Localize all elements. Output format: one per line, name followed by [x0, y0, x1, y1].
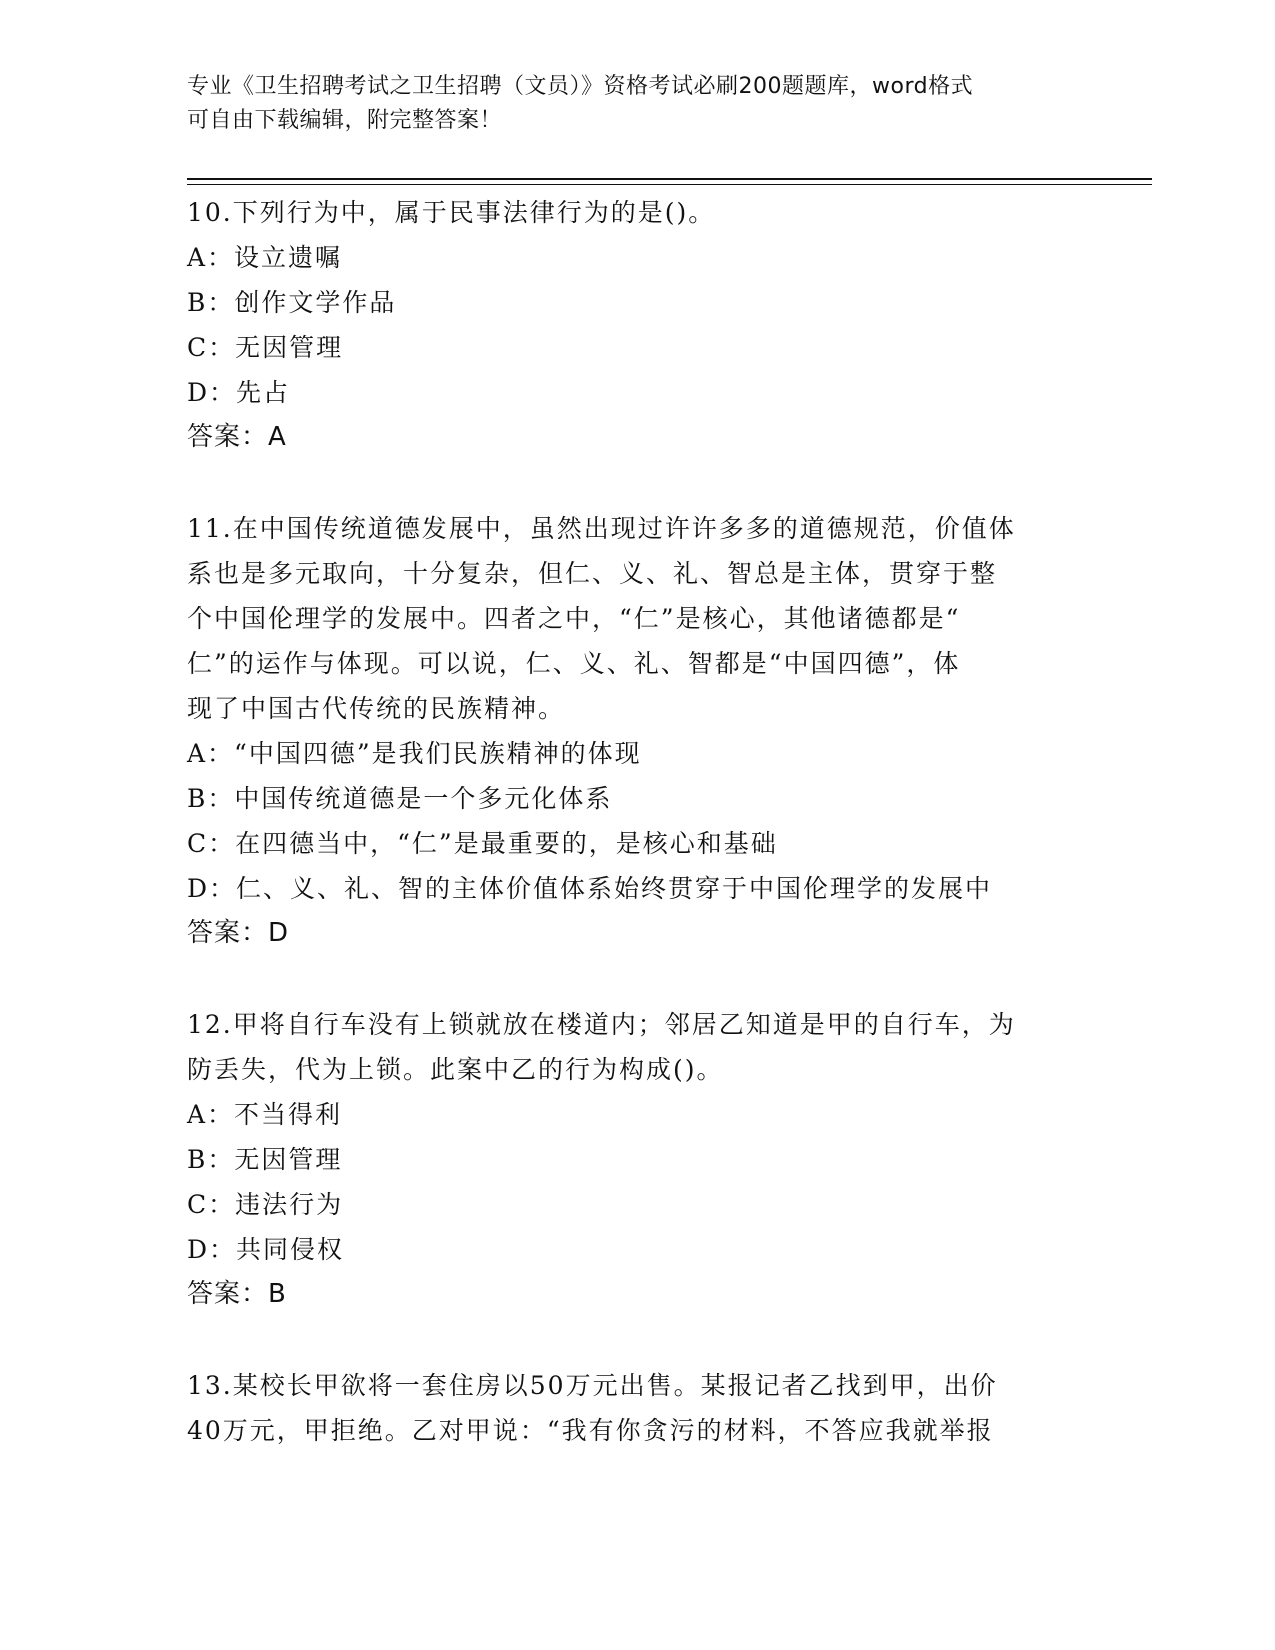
answer-option: D：先占 [187, 378, 291, 407]
question-stem-line: 现了中国古代传统的民族精神。 [187, 694, 566, 723]
question-stem-line: 40万元，甲拒绝。乙对甲说：“我有你贪污的材料，不答应我就举报 [187, 1416, 994, 1445]
question-stem-line: 仁”的运作与体现。可以说，仁、义、礼、智都是“中国四德”，体 [187, 649, 961, 678]
header-divider-thin [187, 184, 1152, 185]
question-block [187, 1363, 1087, 1453]
answer-option: B：中国传统道德是一个多元化体系 [187, 784, 613, 813]
answer-option: B：无因管理 [187, 1145, 343, 1174]
header-line-1: 专业《卫生招聘考试之卫生招聘（文员）》资格考试必刷200题题库，word格式 [187, 74, 974, 99]
question-stem-line: 13.某校长甲欲将一套住房以50万元出售。某报记者乙找到甲，出价 [187, 1371, 998, 1400]
header-line-2: 可自由下载编辑，附完整答案！ [187, 108, 503, 133]
answer-option: D：共同侵权 [187, 1235, 345, 1264]
question-stem-line: 12.甲将自行车没有上锁就放在楼道内；邻居乙知道是甲的自行车，为 [187, 1010, 1016, 1039]
answer-option: C：无因管理 [187, 333, 344, 362]
answer-option: D：仁、义、礼、智的主体价值体系始终贯穿于中国伦理学的发展中 [187, 874, 993, 903]
question-block [187, 506, 1087, 956]
question-block [187, 1002, 1087, 1317]
answer-option: A：“中国四德”是我们民族精神的体现 [187, 739, 642, 768]
answer-option: B：创作文学作品 [187, 288, 397, 317]
answer-option: C：违法行为 [187, 1190, 344, 1219]
question-stem-line: 个中国伦理学的发展中。四者之中，“仁”是核心，其他诸德都是“ [187, 604, 961, 633]
question-block [187, 190, 1087, 460]
question-stem-line: 10.下列行为中，属于民事法律行为的是()。 [187, 198, 716, 227]
answer-option: C：在四德当中，“仁”是最重要的，是核心和基础 [187, 829, 778, 858]
answer-option: A：不当得利 [187, 1100, 343, 1129]
question-list [187, 190, 1087, 1499]
answer-option: A：设立遗嘱 [187, 243, 343, 272]
question-stem-line: 11.在中国传统道德发展中，虽然出现过许许多多的道德规范，价值体 [187, 514, 1016, 543]
header-divider-thick [187, 178, 1152, 180]
question-stem-line: 系也是多元取向，十分复杂，但仁、义、礼、智总是主体，贯穿于整 [187, 559, 998, 588]
document-header [187, 70, 1067, 138]
question-stem-line: 防丢失，代为上锁。此案中乙的行为构成()。 [187, 1055, 724, 1084]
answer-key: 答案：B [187, 1279, 287, 1309]
answer-key: 答案：A [187, 422, 287, 452]
answer-key: 答案：D [187, 918, 290, 948]
